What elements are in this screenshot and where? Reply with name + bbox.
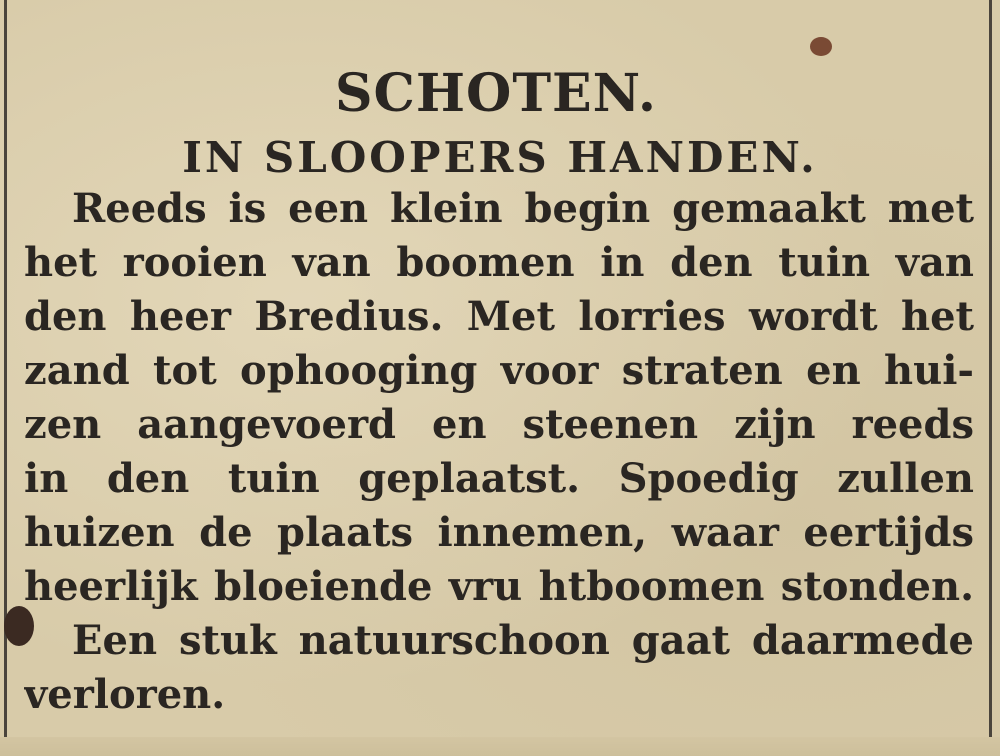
body-line: zen aangevoerd en steenen zijn reeds (24, 401, 974, 448)
ink-stain (810, 37, 832, 56)
body-line: zand tot ophooging voor straten en hui- (24, 347, 974, 394)
body-line: verloren. (24, 671, 226, 718)
bottom-edge (0, 737, 1000, 756)
faint-bleed-through-top (0, 0, 1000, 38)
article-headline: SCHOTEN. (334, 63, 657, 124)
body-line: in den tuin geplaatst. Spoedig zullen (24, 455, 974, 502)
body-line: het rooien van boomen in den tuin van (24, 239, 974, 286)
body-line: Reeds is een klein begin gemaakt met (72, 185, 974, 232)
article-body (24, 182, 974, 722)
body-line: heerlijk bloeiende vru htboomen stonden. (24, 563, 974, 610)
body-line: Een stuk natuurschoon gaat daarmede (72, 617, 974, 664)
body-line: huizen de plaats innemen, waar eertijds (24, 509, 974, 556)
body-line: den heer Bredius. Met lorries wordt het (24, 293, 974, 340)
article-subheadline: IN SLOOPERS HANDEN. (182, 133, 818, 182)
